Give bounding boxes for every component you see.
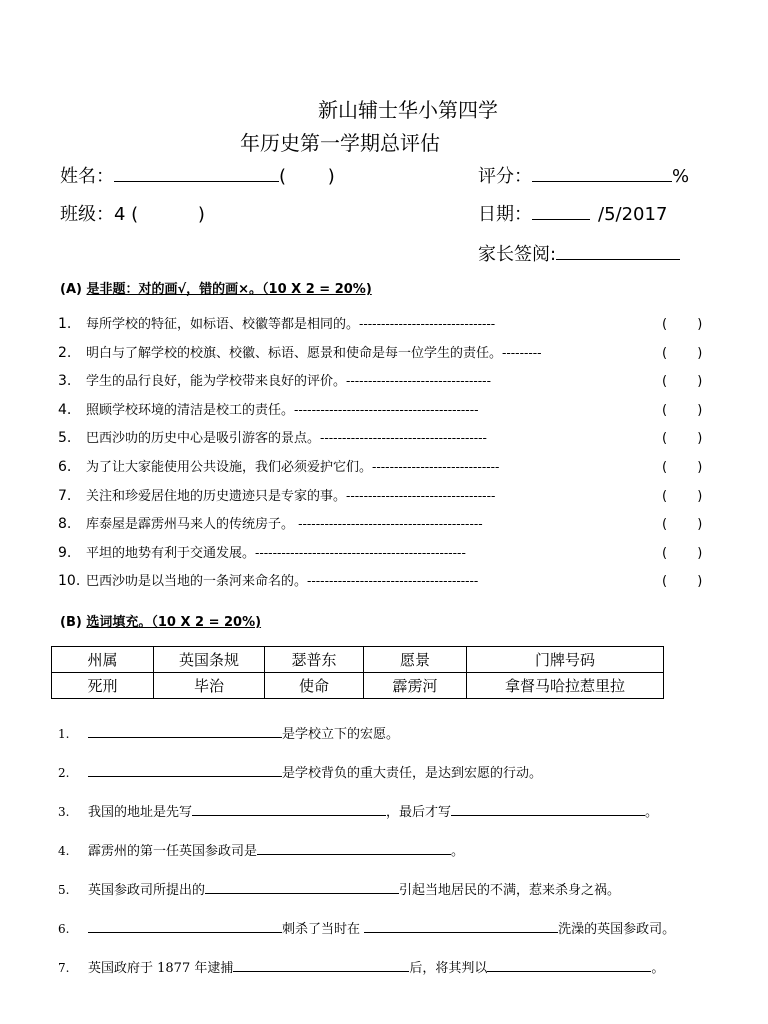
word-bank-cell: 拿督马哈拉惹里拉 [467, 673, 664, 699]
fill-num: 4. [58, 844, 70, 858]
fill-blank[interactable] [257, 842, 451, 855]
fill-text: 。 [451, 844, 465, 859]
parent-sign-blank[interactable] [556, 241, 680, 260]
fill-item-4 [58, 840, 464, 859]
fill-num: 6. [58, 922, 70, 936]
tf-question-number: 7. [58, 487, 72, 504]
tf-answer-box[interactable]: ( ) [662, 460, 703, 475]
fill-text: 洗澡的英国参政司。 [558, 922, 676, 937]
word-bank-cell: 门牌号码 [467, 647, 664, 673]
tf-question-number: 4. [58, 401, 72, 418]
tf-question-row [58, 427, 487, 446]
tf-answer-box[interactable]: ( ) [662, 317, 703, 332]
fill-text: 。 [645, 805, 659, 820]
tf-answer-box[interactable]: ( ) [662, 488, 703, 504]
tf-question-text: 照顾学校环境的清洁是校工的责任。------------------------------------------ [86, 402, 479, 418]
tf-question-number: 9. [58, 544, 72, 561]
page-title-line1: 新山辅士华小第四学 [318, 98, 498, 122]
tf-question-number: 10. [58, 573, 81, 590]
date-label: 日期： [478, 204, 532, 225]
tf-question-text: 巴西沙叻的历史中心是吸引游客的景点。-------------------------------------- [86, 431, 487, 447]
tf-question-row [58, 313, 495, 332]
page-title-line2: 年历史第一学期总评估 [240, 131, 440, 155]
tf-answer-box[interactable]: ( ) [662, 402, 703, 418]
tf-question-text: 每所学校的特征，如标语、校徽等都是相同的。------------------------------- [86, 317, 496, 332]
tf-question-row [58, 513, 483, 532]
tf-question-text: 关注和珍爱居住地的历史遗迹只是专家的事。---------------------------------- [86, 488, 496, 504]
name-label: 姓名： [60, 166, 114, 187]
date-day-blank[interactable] [532, 201, 590, 220]
tf-question-number: 3. [58, 373, 72, 390]
tf-question-row [58, 399, 479, 418]
fill-text: 是学校立下的宏愿。 [282, 727, 400, 742]
tf-question-row [58, 342, 542, 361]
score-label: 评分： [478, 166, 532, 187]
tf-question-number: 6. [58, 459, 72, 475]
section-b-prefix: (B) [60, 615, 87, 630]
class-label: 班级： [60, 204, 114, 225]
date-value: /5/2017 [598, 204, 668, 225]
fill-num: 1. [58, 727, 70, 741]
fill-text: 我国的地址是先写 [88, 805, 193, 820]
fill-blank[interactable] [487, 959, 651, 972]
fill-text: 英国参政司所提出的 [88, 883, 206, 898]
section-a-prefix: (A) [60, 282, 87, 297]
fill-item-7 [58, 957, 664, 976]
fill-text: 刺杀了当时在 [282, 922, 365, 937]
date-field-row [478, 200, 667, 226]
fill-num: 2. [58, 766, 70, 780]
tf-question-row [58, 485, 495, 504]
fill-blank[interactable] [88, 764, 282, 777]
section-a-title: 是非题：对的画√，错的画×。（10 X 2 = 20%) [86, 282, 372, 297]
word-bank-cell: 英国条规 [154, 647, 265, 673]
tf-question-row [58, 370, 491, 389]
section-b-heading [60, 611, 261, 630]
tf-question-text: 明白与了解学校的校旗、校徽、标语、愿景和使命是每一位学生的责任。--------- [86, 345, 542, 361]
tf-question-number: 1. [58, 316, 72, 332]
tf-question-number: 8. [58, 516, 72, 533]
tf-question-text: 为了让大家能使用公共设施，我们必须爱护它们。----------------------------- [86, 460, 500, 475]
word-bank-row [52, 673, 664, 699]
tf-question-row [58, 456, 499, 475]
score-blank[interactable] [532, 163, 672, 182]
word-bank-cell: 瑟普东 [265, 647, 364, 673]
fill-item-6 [58, 918, 675, 937]
fill-text: 霹雳州的第一任英国参政司是 [88, 844, 258, 859]
fill-text: 后，将其判以 [409, 961, 488, 976]
name-paren: ( ) [279, 166, 335, 187]
fill-item-5 [58, 879, 620, 898]
fill-blank[interactable] [451, 803, 645, 816]
fill-text: 引起当地居民的不满，惹来杀身之祸。 [399, 883, 621, 898]
word-bank-table [51, 646, 664, 699]
word-bank-cell: 愿景 [364, 647, 467, 673]
tf-question-text: 平坦的地势有利于交通发展。------------------------------------------------ [86, 545, 466, 561]
tf-answer-box[interactable]: ( ) [662, 374, 703, 390]
fill-blank[interactable] [364, 920, 558, 933]
word-bank-cell: 霹雳河 [364, 673, 467, 699]
score-field-row [478, 162, 689, 188]
section-a-heading [60, 278, 372, 297]
fill-text: 英国政府于 1877 年逮捕 [88, 961, 234, 976]
parent-sign-row [478, 240, 680, 266]
name-field-row [60, 162, 335, 188]
fill-num: 7. [58, 961, 70, 975]
fill-num: 5. [58, 883, 70, 897]
class-value: 4 ( ) [114, 204, 205, 225]
tf-question-text: 库泰屋是霹雳州马来人的传统房子。 ------------------------------------------ [86, 517, 483, 533]
tf-question-number: 5. [58, 430, 72, 447]
tf-answer-box[interactable]: ( ) [662, 431, 703, 447]
fill-blank[interactable] [88, 920, 282, 933]
fill-num: 3. [58, 805, 70, 819]
fill-blank[interactable] [233, 959, 409, 972]
tf-answer-box[interactable]: ( ) [662, 545, 703, 561]
section-b-title: 选词填充。（10 X 2 = 20%) [86, 615, 262, 630]
fill-blank[interactable] [192, 803, 386, 816]
tf-question-row [58, 570, 478, 589]
tf-question-row [58, 542, 466, 561]
word-bank-cell: 毕治 [154, 673, 265, 699]
tf-answer-box[interactable]: ( ) [662, 517, 703, 533]
fill-blank[interactable] [205, 881, 399, 894]
tf-answer-box[interactable]: ( ) [662, 345, 703, 361]
word-bank-cell: 州属 [52, 647, 154, 673]
fill-item-3 [58, 801, 658, 820]
tf-answer-box[interactable]: ( ) [662, 574, 703, 590]
tf-question-number: 2. [58, 344, 72, 361]
score-unit: % [672, 166, 690, 187]
class-field-row [60, 200, 205, 226]
word-bank-row [52, 647, 664, 673]
word-bank-cell: 死刑 [52, 673, 154, 699]
fill-text: 。 [651, 961, 665, 976]
parent-sign-label: 家长签阅: [478, 244, 557, 265]
name-blank[interactable] [114, 163, 279, 182]
fill-item-1 [58, 723, 399, 742]
tf-question-text: 巴西沙叻是以当地的一条河来命名的。--------------------------------------- [86, 574, 479, 590]
fill-text: 是学校背负的重大责任，是达到宏愿的行动。 [282, 766, 543, 781]
word-bank-cell: 使命 [265, 673, 364, 699]
fill-item-2 [58, 762, 542, 781]
fill-blank[interactable] [88, 725, 282, 738]
tf-question-text: 学生的品行良好，能为学校带来良好的评价。--------------------------------- [86, 374, 491, 390]
fill-text: ，最后才写 [386, 805, 452, 820]
